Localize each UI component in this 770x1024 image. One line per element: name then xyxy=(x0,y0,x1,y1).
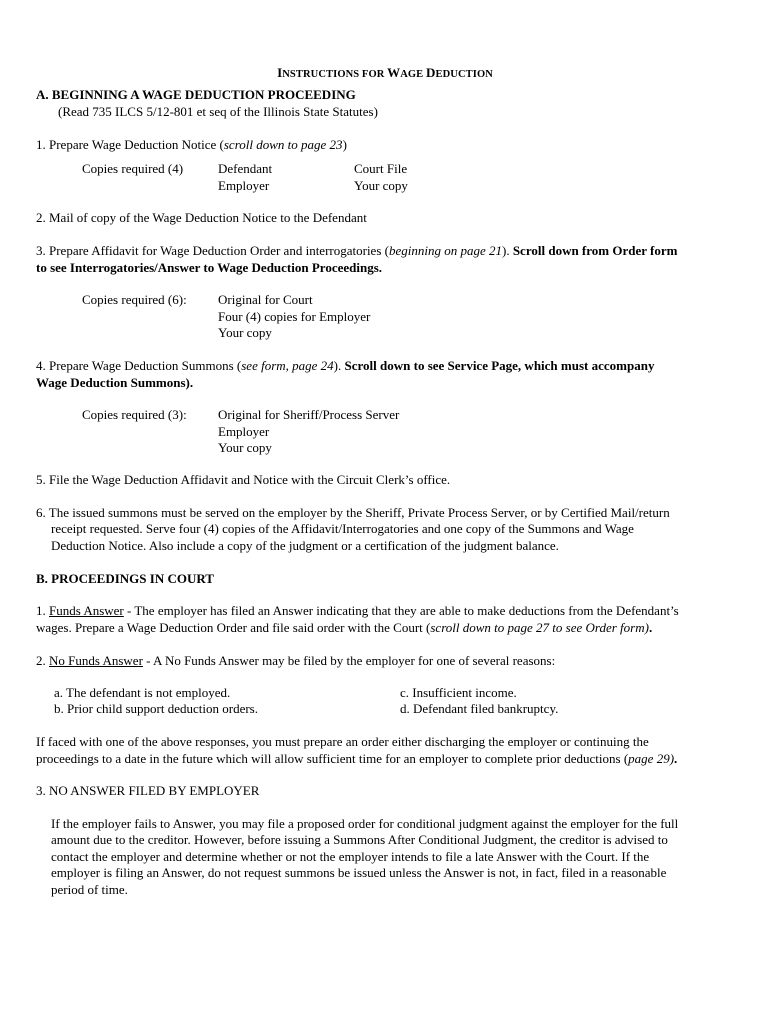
step-6-text-cont: Deduction Notice. Also include a copy of the judgment or a certification of the judgment balance. xyxy=(51,538,559,553)
page-title: INSTRUCTIONS FOR WAGE DEDUCTION xyxy=(277,65,493,80)
step-1-copy-list-item: Your copy xyxy=(354,178,408,193)
faced-paragraph-cont: proceedings to a date in the future which will allow sufficient time for an employer to complete prior deductions (page 29). xyxy=(36,751,678,766)
step-2-text: 2. Mail of copy of the Wage Deduction Notice to the Defendant xyxy=(36,210,367,225)
step-6-text: 6. The issued summons must be served on the employer by the Sheriff, Private Process Server, or by Certified Mail/return xyxy=(36,505,670,520)
reason-item: b. Prior child support deduction orders. xyxy=(54,701,258,716)
b-step-3-line: If the employer fails to Answer, you may file a proposed order for conditional judgment against the employer for the full xyxy=(51,816,679,831)
reason-item: d. Defendant filed bankruptcy. xyxy=(400,701,559,716)
faced-paragraph: If faced with one of the above responses, you must prepare an order either discharging the employer or continuing the xyxy=(36,734,649,749)
step-3-copy-list-item: Your copy xyxy=(218,325,272,340)
b-step-2-text: 2. No Funds Answer - A No Funds Answer may be filed by the employer for one of several reasons: xyxy=(36,653,556,668)
step-4-copies-label: Copies required (3): xyxy=(82,407,187,422)
step-3-text-cont: to see Interrogatories/Answer to Wage Deduction Proceedings. xyxy=(36,260,383,275)
step-4-copy-list-item: Original for Sheriff/Process Server xyxy=(218,407,400,422)
step-1-copies-label: Copies required (4) xyxy=(82,161,184,176)
step-1-copy-list-item: Court File xyxy=(354,161,408,176)
reason-item: a. The defendant is not employed. xyxy=(54,685,231,700)
step-4-text: 4. Prepare Wage Deduction Summons (see form, page 24). Scroll down to see Service Page, which must accompany xyxy=(36,358,655,373)
b-step-3-line: employer is filing an Answer, do not request summons be issued unless the Answer is not, in fact, filed in a reasonable xyxy=(51,865,667,880)
step-1-text: 1. Prepare Wage Deduction Notice (scroll down to page 23) xyxy=(36,137,347,152)
step-1-copy-list-item: Employer xyxy=(218,178,270,193)
step-4-text-cont: Wage Deduction Summons). xyxy=(36,375,194,390)
b-step-1-text: 1. Funds Answer - The employer has filed an Answer indicating that they are able to make deductions from the Defendant’s xyxy=(36,603,679,618)
b-step-1-text-cont: wages. Prepare a Wage Deduction Order and file said order with the Court (scroll down to page 27 to see Order form). xyxy=(36,620,653,635)
b-step-3-line: period of time. xyxy=(51,882,128,897)
section-b-heading: B. PROCEEDINGS IN COURT xyxy=(36,571,214,586)
step-3-copy-list-item: Four (4) copies for Employer xyxy=(218,309,371,324)
step-4-copy-list-item: Your copy xyxy=(218,440,272,455)
b-step-3-line: contact the employer and determine whether or not the employer intends to file a late Answer with the Court. If the xyxy=(51,849,650,864)
step-1-copy-list-item: Defendant xyxy=(218,161,273,176)
step-6-text-cont: receipt requested. Serve four (4) copies of the Affidavit/Interrogatories and one copy of the Summons and Wage xyxy=(51,521,634,536)
step-4-copy-list-item: Employer xyxy=(218,424,270,439)
section-a-subheading: (Read 735 ILCS 5/12-801 et seq of the Illinois State Statutes) xyxy=(58,104,378,119)
section-a-heading: A. BEGINNING A WAGE DEDUCTION PROCEEDING xyxy=(36,87,356,102)
reason-item: c. Insufficient income. xyxy=(400,685,517,700)
step-3-text: 3. Prepare Affidavit for Wage Deduction Order and interrogatories (beginning on page 21). Scroll down from Order form xyxy=(36,243,678,258)
step-3-copies-label: Copies required (6): xyxy=(82,292,187,307)
step-3-copy-list-item: Original for Court xyxy=(218,292,313,307)
b-step-3-line: amount due to the creditor. However, before issuing a Summons After Conditional Judgment, the creditor is advised to xyxy=(51,832,668,847)
b-step-3-heading: 3. NO ANSWER FILED BY EMPLOYER xyxy=(36,783,260,798)
step-5-text: 5. File the Wage Deduction Affidavit and Notice with the Circuit Clerk’s office. xyxy=(36,472,451,487)
